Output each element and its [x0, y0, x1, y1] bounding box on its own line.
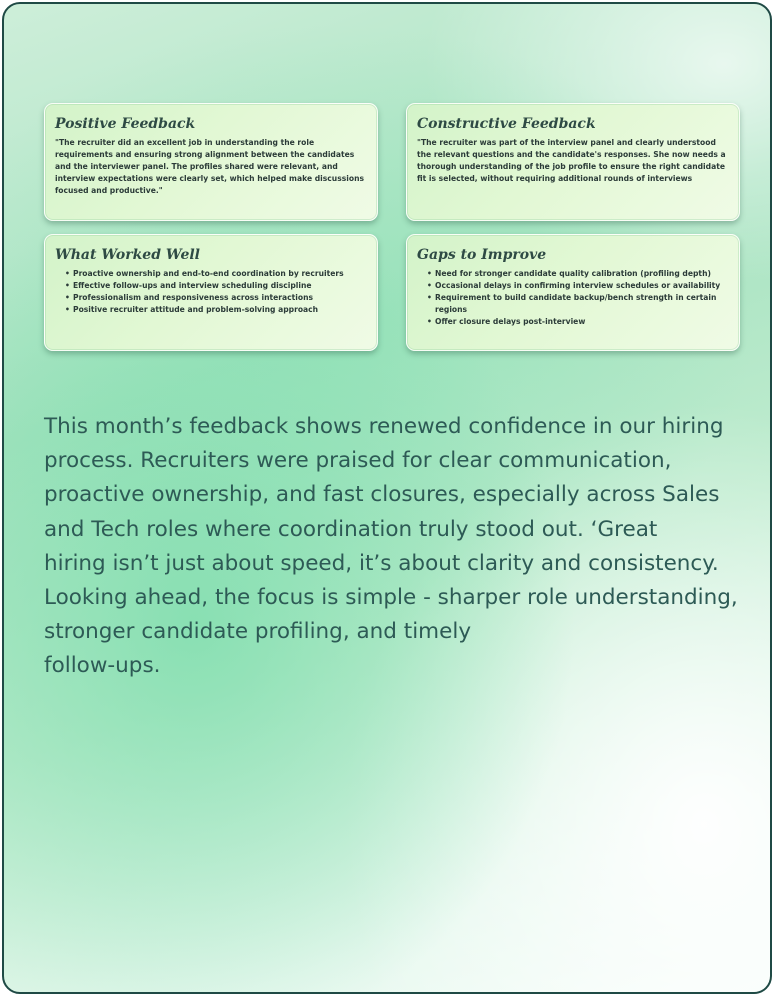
what-worked-well-list [55, 268, 367, 316]
gaps-to-improve-title: Gaps to Improve [417, 247, 547, 263]
list-item: • Occasional delays in confirming interview schedules or availability [427, 280, 729, 292]
list-item: • Positive recruiter attitude and problem-solving approach [65, 304, 367, 316]
constructive-feedback-card [406, 103, 740, 221]
constructive-feedback-text: "The recruiter was part of the interview panel and clearly understood the relevant questions and the candidate's responses. She now needs a thorough understanding of the job profile to ensure the right candidate fit is selected, without requiring additional rounds of interviews [417, 138, 726, 183]
summary-line: proactive ownership, and fast closures, especially across Sales [44, 482, 720, 508]
gaps-to-improve-card [406, 234, 740, 351]
positive-feedback-card [44, 103, 378, 221]
feedback-panel [2, 2, 772, 994]
positive-feedback-text: "The recruiter did an excellent job in understanding the role requirements and ensuring strong alignment between the candidates and the interviewer panel. The profiles shared were relevant, and interview expectations were clearly set, which helped make discussions focused and productive." [55, 138, 364, 195]
list-item: • Professionalism and responsiveness across interactions [65, 292, 367, 304]
list-item: • Effective follow-ups and interview scheduling discipline [65, 280, 367, 292]
summary-line: follow-ups. [44, 653, 161, 679]
gaps-to-improve-list [417, 268, 729, 328]
summary-line: Looking ahead, the focus is simple - sharper role understanding, [44, 585, 738, 611]
monthly-summary-text [44, 410, 759, 684]
summary-line: and Tech roles where coordination truly stood out. ‘Great [44, 516, 658, 542]
summary-line: process. Recruiters were praised for clear communication, [44, 448, 672, 474]
constructive-feedback-title: Constructive Feedback [417, 116, 596, 132]
list-item: • Requirement to build candidate backup/bench strength in certain regions [427, 292, 729, 316]
what-worked-well-title: What Worked Well [55, 247, 201, 263]
what-worked-well-card [44, 234, 378, 351]
summary-line: This month’s feedback shows renewed confidence in our hiring [44, 414, 724, 439]
summary-line: stronger candidate profiling, and timely [44, 619, 472, 645]
positive-feedback-title: Positive Feedback [55, 116, 196, 132]
list-item: • Need for stronger candidate quality calibration (profiling depth) [427, 268, 729, 280]
list-item: • Proactive ownership and end-to-end coordination by recruiters [65, 268, 367, 280]
summary-line: hiring isn’t just about speed, it’s about clarity and consistency. [44, 550, 719, 576]
list-item: • Offer closure delays post-interview [427, 316, 729, 328]
